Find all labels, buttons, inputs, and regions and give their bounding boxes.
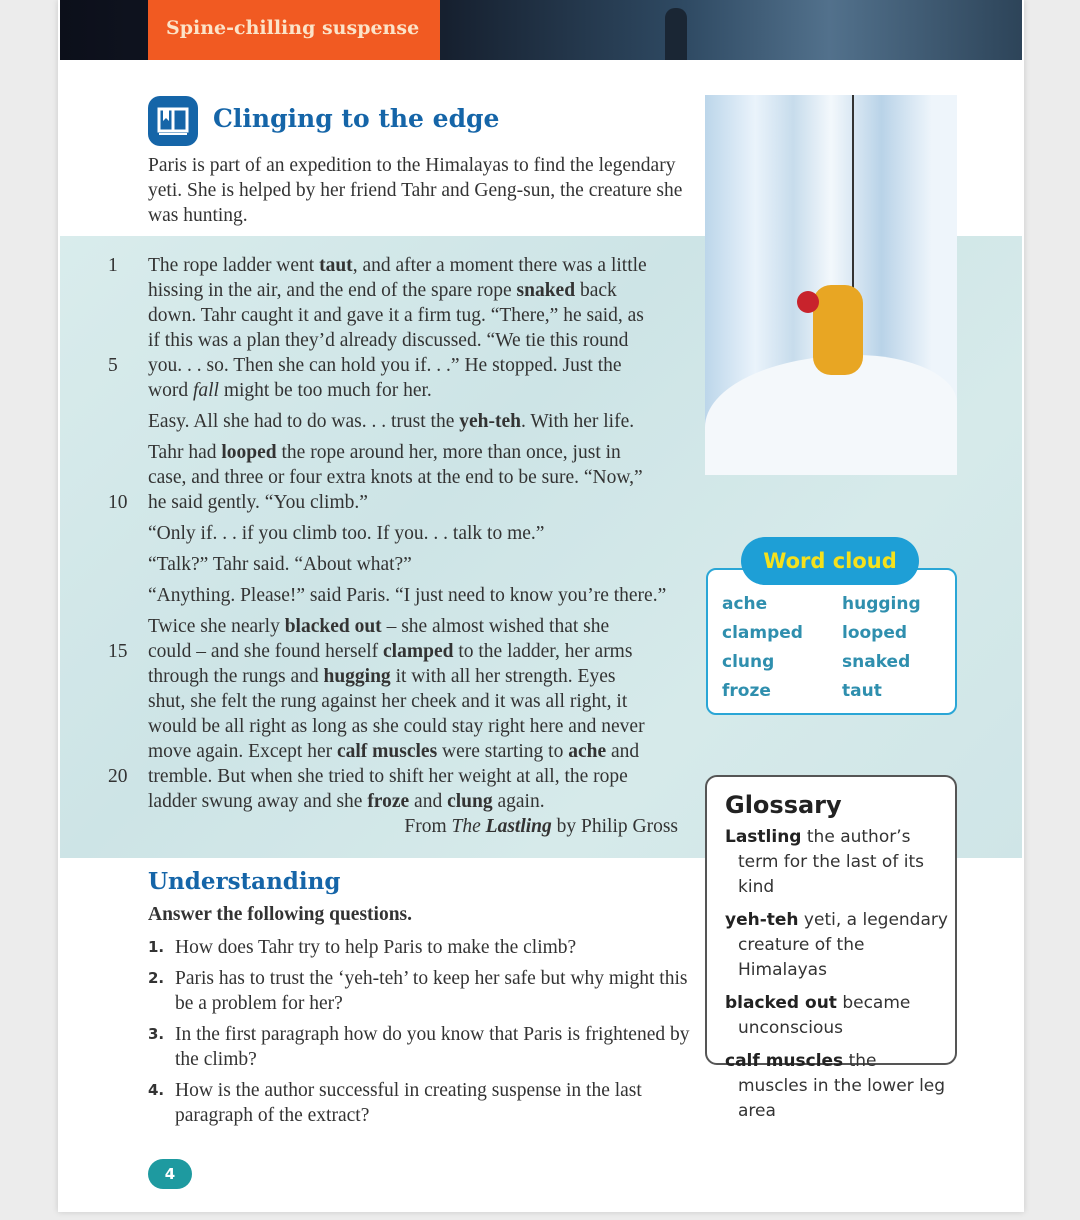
question-text: How is the author successful in creating suspense in the last paragraph of the extract?: [175, 1080, 642, 1126]
word-cloud-word: looped: [842, 623, 908, 643]
glossary-term: Lastling: [725, 827, 802, 847]
glossary-term: calf muscles: [725, 1051, 844, 1071]
passage-text: were starting to: [437, 741, 569, 762]
passage-line: [148, 328, 688, 353]
question-text: Paris has to trust the ‘yeh-teh’ to keep her safe but why might this be a problem for her?: [175, 968, 688, 1014]
passage-text: shut, she felt the rung against her cheek and it was all right, it: [148, 691, 628, 712]
passage-line: [148, 278, 688, 303]
passage-text: Easy. All she had to do was. . . trust the: [148, 411, 460, 432]
glossary-item: [725, 1049, 950, 1124]
passage-text: ladder swung away and she: [148, 791, 368, 812]
passage-text: could – and she found herself: [148, 641, 384, 662]
passage-text: “Only if. . . if you climb too. If you. . . talk to me.”: [148, 523, 545, 544]
vocab-word: looped: [221, 442, 277, 463]
line-number: 20: [108, 766, 128, 787]
silhouette-figure: [665, 8, 687, 60]
book-icon: [148, 96, 198, 146]
passage-text: tremble. But when she tried to shift her weight at all, the rope: [148, 766, 628, 787]
passage-text: move again. Except her: [148, 741, 337, 762]
word-cloud-word: snaked: [842, 652, 911, 672]
glossary-item: [725, 825, 950, 900]
passage-line: [148, 789, 688, 814]
vocab-word: froze: [367, 791, 410, 812]
question-number: 4.: [148, 1081, 165, 1099]
word-cloud-title: Word cloud: [741, 537, 919, 585]
word-cloud-box: [706, 568, 957, 715]
passage-text: . With her life.: [521, 411, 635, 432]
vocab-word: snaked: [516, 280, 576, 301]
passage-line: [148, 409, 688, 434]
glossary-term: blacked out: [725, 993, 837, 1013]
passage-text: if this was a plan they’d already discussed. “We tie this round: [148, 330, 629, 351]
question-number: 2.: [148, 969, 165, 987]
question-number: 1.: [148, 938, 165, 956]
word-cloud-word: clung: [722, 652, 775, 672]
word-cloud-word: froze: [722, 681, 771, 701]
line-number: 10: [108, 492, 128, 513]
vocab-word: hugging: [323, 666, 391, 687]
section-tab: Spine-chilling suspense: [148, 0, 440, 60]
word-cloud-word: clamped: [722, 623, 803, 643]
glossary-item: [725, 908, 950, 983]
passage-text: and: [606, 741, 640, 762]
instruction-text: Answer the following questions.: [148, 904, 413, 925]
passage-text: The rope ladder went: [148, 255, 320, 276]
passage-line: [148, 378, 688, 403]
passage-text: the rope around her, more than once, just in: [276, 442, 621, 463]
understanding-heading: Understanding: [148, 868, 341, 895]
vocab-word: blacked out: [284, 616, 382, 637]
intro-text: Paris is part of an expedition to the Himalayas to find the legendary yeti. She is helped by her friend Tahr and Geng-sun, the creature she was hunting.: [148, 155, 683, 226]
source-prefix: From: [404, 816, 452, 837]
vocab-word: clamped: [383, 641, 454, 662]
passage-text: word: [148, 380, 193, 401]
source-author: by Philip Gross: [551, 816, 678, 837]
passage-text: you. . . so. Then she can hold you if. . .” He stopped. Just the: [148, 355, 622, 376]
glossary-title: Glossary: [725, 791, 842, 819]
passage-text: to the ladder, her arms: [453, 641, 633, 662]
glossary-definition: the muscles in the lower leg area: [738, 1051, 946, 1121]
question-item: [148, 1022, 693, 1072]
question-item: [148, 966, 693, 1016]
passage-line: [108, 639, 688, 664]
passage-line: [148, 689, 688, 714]
passage-line: [148, 440, 688, 465]
line-number: 5: [108, 355, 118, 376]
passage-line: [148, 465, 688, 490]
question-item: [148, 1078, 693, 1128]
passage-text: it with all her strength. Eyes: [390, 666, 616, 687]
vocab-word: calf muscles: [336, 741, 438, 762]
word-cloud-word: hugging: [842, 594, 921, 614]
passage-line: [108, 764, 688, 789]
passage-text: he said gently. “You climb.”: [148, 492, 368, 513]
line-number: 15: [108, 641, 128, 662]
passage-line: [108, 353, 688, 378]
passage-text: back: [575, 280, 617, 301]
passage-text: Twice she nearly: [148, 616, 285, 637]
passage-text: might be too much for her.: [218, 380, 432, 401]
glossary-definition: yeti, a legendary creature of the Himalayas: [738, 910, 948, 980]
passage-text: fall: [192, 380, 219, 401]
passage-line: [108, 253, 688, 278]
passage-line: [148, 714, 688, 739]
word-cloud-word: taut: [842, 681, 882, 701]
passage-text: case, and three or four extra knots at the end to be sure. “Now,”: [148, 467, 643, 488]
passage-text: – she almost wished that she: [381, 616, 610, 637]
question-list: [148, 935, 693, 1134]
passage-line: [148, 739, 688, 764]
source-the: The: [451, 816, 486, 837]
passage-text: and: [409, 791, 448, 812]
page-number: 4: [148, 1159, 192, 1189]
question-text: In the first paragraph how do you know that Paris is frightened by the climb?: [175, 1024, 690, 1070]
passage-line: [148, 303, 688, 328]
line-number: 1: [108, 255, 118, 276]
passage-text: down. Tahr caught it and gave it a firm tug. “There,” he said, as: [148, 305, 644, 326]
passage-text: “Talk?” Tahr said. “About what?”: [148, 554, 412, 575]
vocab-word: taut: [319, 255, 353, 276]
source-book: Lastling: [485, 816, 552, 837]
vocab-word: clung: [447, 791, 493, 812]
passage-line: [148, 614, 688, 639]
passage-text: hissing in the air, and the end of the spare rope: [148, 280, 517, 301]
passage-line: [148, 664, 688, 689]
passage-extract: [108, 253, 688, 814]
ice-climber-photo: [705, 95, 957, 475]
glossary-item: [725, 991, 950, 1041]
passage-text: “Anything. Please!” said Paris. “I just need to know you’re there.”: [148, 585, 667, 606]
question-number: 3.: [148, 1025, 165, 1043]
source-citation: [148, 816, 678, 838]
page-title: Clinging to the edge: [213, 104, 500, 133]
passage-line: [108, 490, 688, 515]
vocab-word: yeh-teh: [459, 411, 521, 432]
word-cloud-word: ache: [722, 594, 768, 614]
vocab-word: ache: [568, 741, 607, 762]
passage-line: [148, 521, 688, 546]
glossary-box: [705, 775, 957, 1121]
passage-text: again.: [492, 791, 545, 812]
passage-text: , and after a moment there was a little: [352, 255, 647, 276]
passage-line: [148, 552, 688, 577]
glossary-definition: the author’s term for the last of its kind: [738, 827, 924, 897]
question-text: How does Tahr try to help Paris to make the climb?: [175, 937, 577, 958]
passage-text: through the rungs and: [148, 666, 324, 687]
passage-text: would be all right as long as she could stay right here and never: [148, 716, 645, 737]
glossary-definition: became unconscious: [738, 993, 911, 1038]
passage-line: [148, 583, 688, 608]
glossary-term: yeh-teh: [725, 910, 799, 930]
passage-text: Tahr had: [148, 442, 222, 463]
question-item: [148, 935, 693, 960]
